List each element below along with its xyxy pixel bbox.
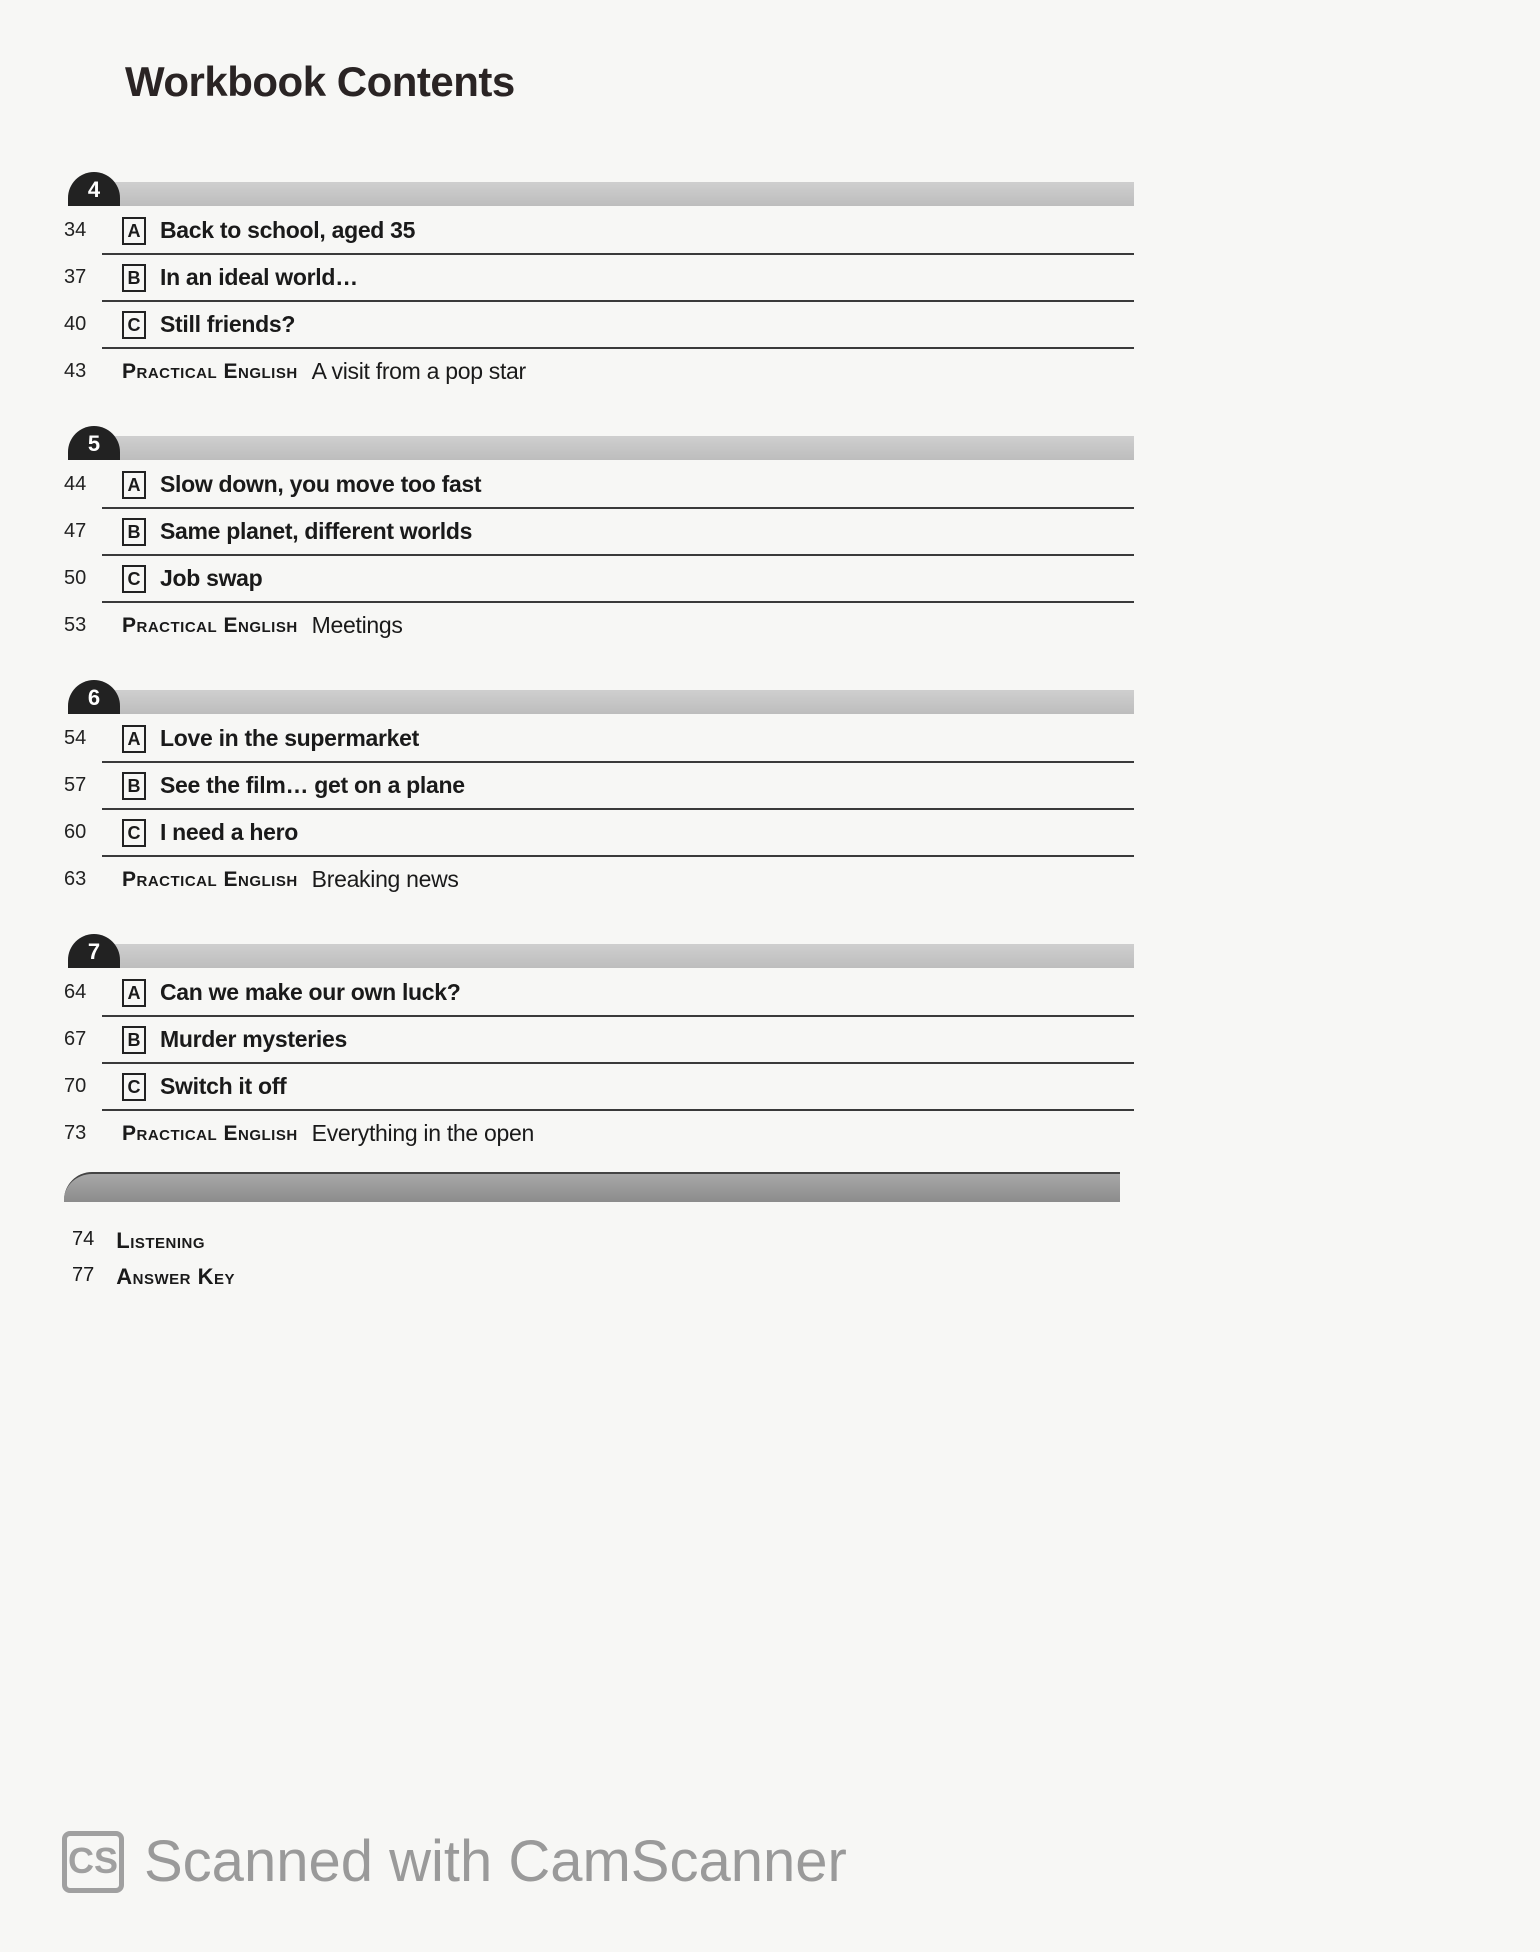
unit-number-tab: 7 — [68, 934, 120, 968]
lesson-letter-box: A — [122, 979, 146, 1007]
practical-english-title: Meetings — [311, 612, 403, 638]
lesson-letter-box: A — [122, 217, 146, 245]
lesson-letter-box: C — [122, 311, 146, 339]
lesson-row — [64, 970, 1134, 1017]
page-number: 43 — [64, 360, 87, 382]
page-number: 64 — [64, 981, 87, 1003]
unit-header-strip — [104, 182, 1134, 206]
practical-english-label: Practical English — [122, 1121, 298, 1145]
lesson-letter-box: A — [122, 471, 146, 499]
extra-label: Answer Key — [116, 1264, 235, 1289]
practical-english-label: Practical English — [122, 359, 298, 383]
page-number: 44 — [64, 473, 87, 495]
unit-number-tab: 6 — [68, 680, 120, 714]
watermark-text: Scanned with CamScanner — [144, 1829, 847, 1894]
unit-number-tab: 4 — [68, 172, 120, 206]
lesson-letter-box: C — [122, 1073, 146, 1101]
unit-header-bar — [64, 168, 1134, 208]
lesson-letter-box: B — [122, 264, 146, 292]
practical-english-title: A visit from a pop star — [311, 358, 526, 384]
page-number: 50 — [64, 567, 87, 589]
page-number: 40 — [64, 313, 87, 335]
lesson-letter-box: B — [122, 518, 146, 546]
unit-number-tab: 5 — [68, 426, 120, 460]
extra-item-answer-key — [72, 1264, 235, 1290]
lesson-title: In an ideal world… — [160, 264, 358, 290]
lesson-letter-box: C — [122, 565, 146, 593]
page-title: Workbook Contents — [125, 58, 515, 105]
practical-english-row — [64, 349, 1134, 394]
lesson-title: Can we make our own luck? — [160, 979, 461, 1005]
page-number: 67 — [64, 1028, 87, 1050]
lesson-row — [64, 556, 1134, 603]
lesson-row — [64, 1064, 1134, 1111]
extra-label: Listening — [116, 1228, 206, 1253]
unit-header-bar — [64, 422, 1134, 462]
lesson-title: Same planet, different worlds — [160, 518, 473, 544]
unit-header-bar — [64, 930, 1134, 970]
unit-section — [64, 422, 1134, 648]
lesson-row — [64, 255, 1134, 302]
practical-english-title: Breaking news — [311, 866, 459, 892]
page-number: 37 — [64, 266, 87, 288]
lesson-letter-box: A — [122, 725, 146, 753]
unit-header-strip — [104, 690, 1134, 714]
page-number: 54 — [64, 727, 87, 749]
page-number: 70 — [64, 1075, 87, 1097]
lesson-title: Love in the supermarket — [160, 725, 419, 751]
end-section-bar — [64, 1172, 1120, 1202]
lesson-row — [64, 509, 1134, 556]
unit-section — [64, 676, 1134, 902]
page-number: 53 — [64, 614, 87, 636]
lesson-title: Switch it off — [160, 1073, 287, 1099]
lesson-title: Slow down, you move too fast — [160, 471, 482, 497]
lesson-row — [64, 1017, 1134, 1064]
practical-english-row — [64, 603, 1134, 648]
page-number: 60 — [64, 821, 87, 843]
lesson-row — [64, 462, 1134, 509]
lesson-letter-box: C — [122, 819, 146, 847]
lesson-row — [64, 716, 1134, 763]
page-number: 63 — [64, 868, 87, 890]
lesson-letter-box: B — [122, 1026, 146, 1054]
lesson-title: Still friends? — [160, 311, 296, 337]
practical-english-row — [64, 1111, 1134, 1156]
lesson-row — [64, 302, 1134, 349]
page-number: 57 — [64, 774, 87, 796]
extra-page-number: 74 — [72, 1228, 95, 1250]
lesson-title: See the film… get on a plane — [160, 772, 465, 798]
lesson-letter-box: B — [122, 772, 146, 800]
practical-english-label: Practical English — [122, 613, 298, 637]
extra-item-listening — [72, 1228, 205, 1254]
unit-header-strip — [104, 944, 1134, 968]
unit-header-strip — [104, 436, 1134, 460]
lesson-title: Murder mysteries — [160, 1026, 347, 1052]
lesson-row — [64, 810, 1134, 857]
practical-english-title: Everything in the open — [311, 1120, 534, 1146]
page-number: 34 — [64, 219, 87, 241]
extra-page-number: 77 — [72, 1264, 95, 1286]
camscanner-logo-icon: CS — [62, 1831, 124, 1893]
practical-english-row — [64, 857, 1134, 902]
practical-english-label: Practical English — [122, 867, 298, 891]
lesson-title: Job swap — [160, 565, 263, 591]
unit-section — [64, 930, 1134, 1156]
camscanner-watermark — [62, 1828, 847, 1895]
unit-section — [64, 168, 1134, 394]
lesson-row — [64, 763, 1134, 810]
lesson-title: I need a hero — [160, 819, 298, 845]
lesson-row — [64, 208, 1134, 255]
page-number: 73 — [64, 1122, 87, 1144]
unit-header-bar — [64, 676, 1134, 716]
lesson-title: Back to school, aged 35 — [160, 217, 416, 243]
page-number: 47 — [64, 520, 87, 542]
